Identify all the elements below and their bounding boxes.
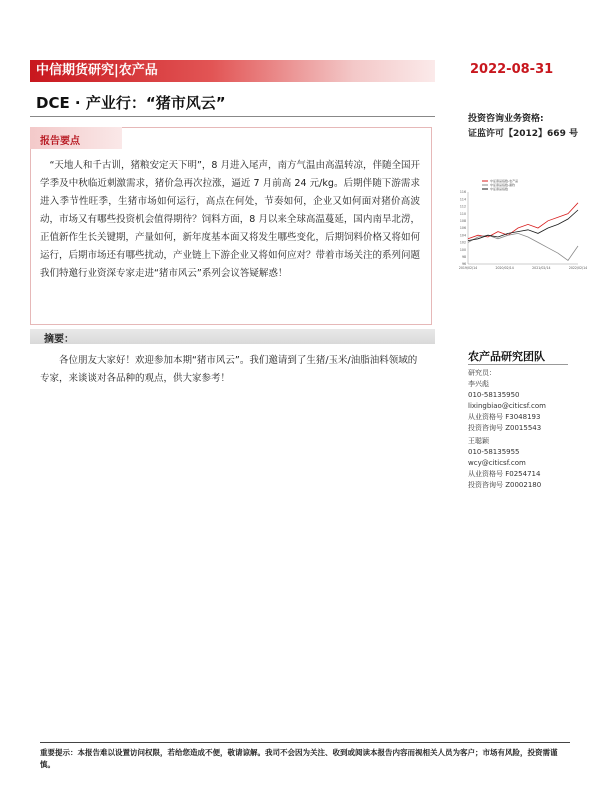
license-line-2: 证监许可【2012】669 号 <box>468 129 578 139</box>
x-tick-label: 2019/02/14 <box>458 266 478 270</box>
license-line-1: 投资咨询业务资格: <box>468 114 544 124</box>
footer-notice: 重要提示：本报告难以设置访问权限，若给您造成不便，敬请谅解。我司不会因为关注、收到或阅读本报告内容而视相关人员为客户；市场有风险，投资需谨慎。 <box>40 748 558 769</box>
key-points-text: “天地人和千古训，猪粮安定天下明”，8 月进入尾声，南方气温由高温转凉，伴随全国开学季及中秋临近刺激需求，猪价急再次拉涨，逼近 7 月前高 24 元/kg。后期伴随下游需求进入季节性旺季，生猪市场如何运行，高点在何处，节奏如何，企业又如何面对猪价高波动，市场又有哪些投资机会值得期待？饲料方面，8 月以来全球高温蔓延，国内南旱北涝，正值新作生长关键期，产量如何，新年度基本面又将发生哪些变化，后期饲料价格又将如何运行，后期市场还有哪些扰动，产业链上下游企业又将如何应对？带着市场关注的系列问题我们特邀行业资深专家走进“猪市风云”系列会议答疑解惑！ <box>40 160 421 279</box>
y-tick-label: 114 <box>459 197 466 202</box>
y-tick-label: 102 <box>459 240 466 245</box>
x-tick-label: 2020/02/14 <box>495 266 514 270</box>
y-tick-label: 108 <box>459 219 466 223</box>
researcher-phone: 010-58135955 <box>468 448 520 456</box>
footer-divider <box>40 742 570 743</box>
researcher-email[interactable]: wcy@citicsf.com <box>468 459 526 467</box>
chart-series-group <box>468 203 578 261</box>
researcher-practice-no: 从业资格号 F3048193 <box>468 413 541 421</box>
abstract-heading: 摘要： <box>44 334 74 345</box>
researcher-card-2 <box>468 436 541 491</box>
researcher-name: 李兴彪 <box>468 380 489 388</box>
abstract-text: 各位朋友大家好！欢迎参加本期“猪市风云”。我们邀请到了生猪/玉米/油脂油料领域的专家，来谈谈对各品种的观点，供大家参考！ <box>40 355 418 384</box>
researcher-card-1 <box>468 368 546 434</box>
researcher-email[interactable]: lixingbiao@citicsf.com <box>468 402 546 410</box>
license-info <box>468 112 578 142</box>
researcher-name: 王聪颖 <box>468 437 489 445</box>
series-line <box>468 233 578 260</box>
y-tick-label: 106 <box>459 226 466 231</box>
y-tick-label: 110 <box>459 211 466 216</box>
chart-legend <box>482 178 518 191</box>
series-line <box>468 203 578 239</box>
legend-entry: 中证商品指数-农产品 <box>490 179 519 184</box>
title-divider <box>30 116 435 117</box>
researcher-consult-no: 投资咨询号 Z0015543 <box>468 424 542 432</box>
page-title: DCE · 产业行：“猪市风云” <box>36 94 226 112</box>
team-title: 农产品研究团队 <box>468 350 545 363</box>
abstract-bar <box>30 329 435 344</box>
y-tick-label: 98 <box>461 255 466 259</box>
researcher-practice-no: 从业资格号 F0254714 <box>468 470 541 478</box>
researcher-consult-no: 投资咨询号 Z0002180 <box>468 481 542 489</box>
researchers-label: 研究员： <box>468 369 496 377</box>
key-points-heading: 报告要点 <box>40 136 80 147</box>
researcher-phone: 010-58135950 <box>468 391 520 399</box>
report-date: 2022-08-31 <box>470 62 554 77</box>
y-tick-label: 96 <box>461 262 466 267</box>
x-tick-label: 2022/02/14 <box>568 266 588 270</box>
y-tick-label: 100 <box>459 247 466 252</box>
team-divider <box>468 364 568 365</box>
index-chart <box>452 176 588 276</box>
x-tick-label: 2021/02/14 <box>532 266 551 270</box>
legend-entry: 中证商品指数 <box>490 187 509 192</box>
y-tick-label: 116 <box>459 190 466 195</box>
y-tick-label: 112 <box>459 204 466 209</box>
brand-name: 中信期货研究|农产品 <box>36 63 158 78</box>
chart-axes <box>459 190 587 270</box>
y-tick-label: 104 <box>459 233 466 238</box>
legend-entry: 中证商品指数-畜牧 <box>490 183 516 188</box>
